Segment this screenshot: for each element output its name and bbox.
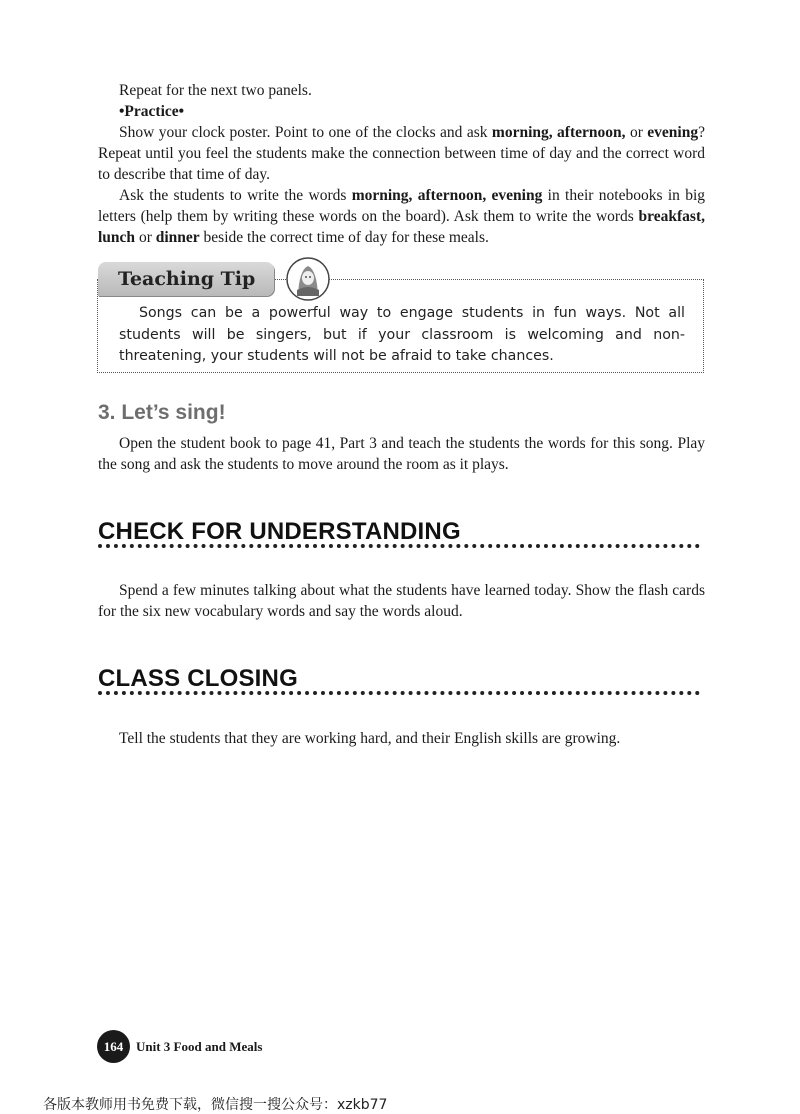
teacher-avatar-icon: [285, 256, 331, 302]
section-heading-lets-sing: 3. Let’s sing!: [98, 401, 226, 424]
intro-repeat: Repeat for the next two panels.: [119, 82, 312, 99]
section-heading-class-closing: CLASS CLOSING: [98, 665, 298, 692]
dotted-rule: [98, 691, 700, 695]
practice-label: •Practice•: [119, 103, 185, 120]
teaching-tip-title: Teaching Tip: [118, 268, 256, 290]
teaching-tip-text: Songs can be a powerful way to engage students in fun ways. Not all students will be singers, but if your classroom is welcoming and non-threatening, your students will not be afraid to take chances.: [119, 305, 685, 364]
lets-sing-paragraph: Open the student book to page 41, Part 3 and teach the students the words for this song. Play the song and ask the students to move around the room as it plays.: [98, 435, 705, 473]
practice-paragraph-1: Show your clock poster. Point to one of the clocks and ask morning, afternoon, or evening? Repeat until you feel the students make the connection between time of day and the correct word to describe that time of day.: [98, 124, 705, 183]
practice-paragraph-2: Ask the students to write the words morning, afternoon, evening in their notebooks in big letters (help them by writing these words on the board). Ask them to write the words breakfast, lunch or dinner beside the correct time of day for these meals.: [98, 187, 706, 246]
watermark-text: 各版本教师用书免费下载，微信搜一搜公众号：xzkb77: [43, 1097, 388, 1113]
closing-paragraph: Tell the students that they are working hard, and their English skills are growing.: [119, 730, 621, 747]
section-heading-check-for-understanding: CHECK FOR UNDERSTANDING: [98, 518, 461, 545]
unit-title: Unit 3 Food and Meals: [136, 1039, 263, 1054]
teaching-tip-divider: [331, 279, 704, 280]
check-paragraph: Spend a few minutes talking about what the students have learned today. Show the flash cards for the six new vocabulary words and say the words aloud.: [98, 582, 705, 620]
dotted-rule: [98, 544, 700, 548]
page-number: 164: [97, 1030, 130, 1063]
